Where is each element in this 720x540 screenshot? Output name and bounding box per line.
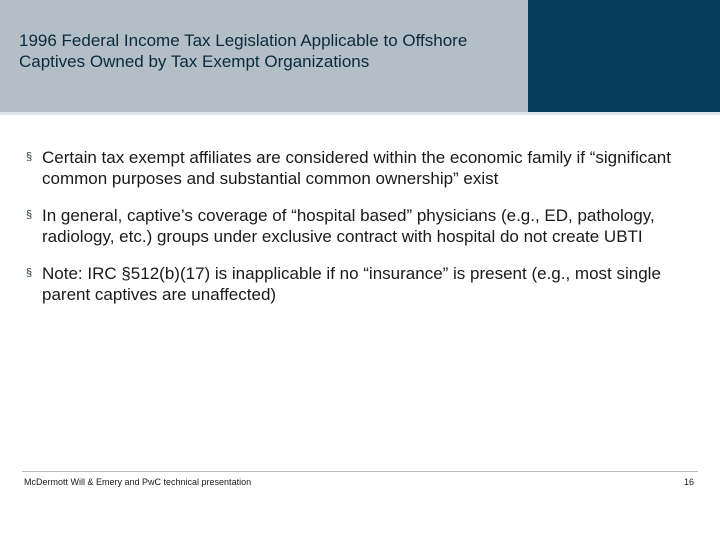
footer-text: McDermott Will & Emery and PwC technical presentation <box>24 477 252 487</box>
footer-divider <box>22 471 698 472</box>
slide-title: 1996 Federal Income Tax Legislation Applicable to Offshore Captives Owned by Tax Exempt Organizations <box>19 31 468 71</box>
title-divider <box>0 112 720 115</box>
bullet-text: Certain tax exempt affiliates are considered within the economic family if “significant common purposes and substantial common ownership” exist <box>42 148 671 188</box>
bullet-item <box>26 205 696 247</box>
bullet-marker-icon: § <box>26 267 33 279</box>
page-number: 16 <box>683 477 694 487</box>
bullet-item <box>26 263 696 305</box>
title-accent-block <box>528 0 720 112</box>
bullet-text: In general, captive’s coverage of “hospital based” physicians (e.g., ED, pathology, radiology, etc.) groups under exclusive contract with hospital do not create UBTI <box>42 206 655 246</box>
bullet-item <box>26 147 696 189</box>
bullet-text: Note: IRC §512(b)(17) is inapplicable if no “insurance” is present (e.g., most single parent captives are unaffected) <box>42 264 661 304</box>
bullet-marker-icon: § <box>26 209 33 221</box>
bullet-marker-icon: § <box>26 151 33 163</box>
bullet-list <box>26 147 696 321</box>
